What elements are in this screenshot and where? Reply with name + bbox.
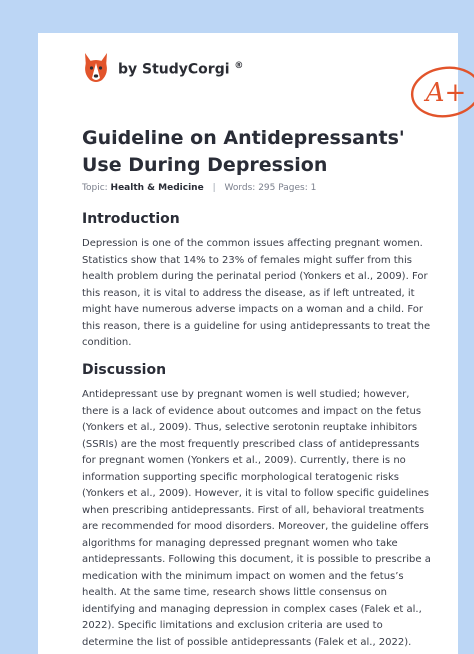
corgi-logo-icon xyxy=(82,51,110,85)
document-page xyxy=(38,33,467,654)
grade-stamp-text: A+ xyxy=(425,78,467,108)
document-meta xyxy=(82,183,442,193)
section-heading-introduction: Introduction xyxy=(82,211,180,227)
section-text-introduction: Depression is one of the common issues affecting pregnant women. Statistics show that 14% to 23% of females might suffer from this health problem during the perinatal period (Yonkers et al., 2009). For this reason, it is vital to address the disease, as if left untreated, it might have numerous adverse impacts on a woman and a child. For this reason, there is a guideline for using antidepressants to treat the condition. xyxy=(82,238,431,348)
trademark-symbol: ® xyxy=(234,61,244,71)
topic-link[interactable]: Health & Medicine xyxy=(110,183,204,193)
page-count: Pages: 1 xyxy=(278,183,317,193)
section-heading-discussion: Discussion xyxy=(82,362,167,378)
header xyxy=(82,51,467,111)
section-text-discussion: Antidepressant use by pregnant women is well studied; however, there is a lack of evidence about outcomes and impact on the fetus (Yonkers et al., 2009). Thus, selective serotonin reuptake inhibitors (SSRIs) are the most frequently prescribed class of antidepressants for pregnant women (Yonkers et al., 2009). Currently, there is no information supporting specific morphological teratogenic risks (Yonkers et al., 2009). However, it is vital to follow specific guidelines when prescribing antidepressants. First of all, behavioral treatments are recommended for mood disorders. Moreover, the guideline offers algorithms for managing depressed pregnant women who take antidepressants. Following this document, it is possible to prescribe a medication with the minimum impact on women and the fetus’s health. At the same time, research shows little consensus on identifying and managing depression in complex cases (Falek et al., 2022). Specific limitations and exclusion criteria are used to determine the list of possible antidepressants (Falek et al., 2022). xyxy=(82,389,431,648)
word-count: Words: 295 xyxy=(224,183,276,193)
page-title: Guideline on Antidepressants' Use During Depression xyxy=(82,127,405,176)
grade-stamp-icon xyxy=(408,63,474,119)
meta-separator: | xyxy=(212,183,216,193)
brand-name[interactable]: by StudyCorgi ® xyxy=(118,61,244,78)
topic-label: Topic: xyxy=(82,183,108,193)
